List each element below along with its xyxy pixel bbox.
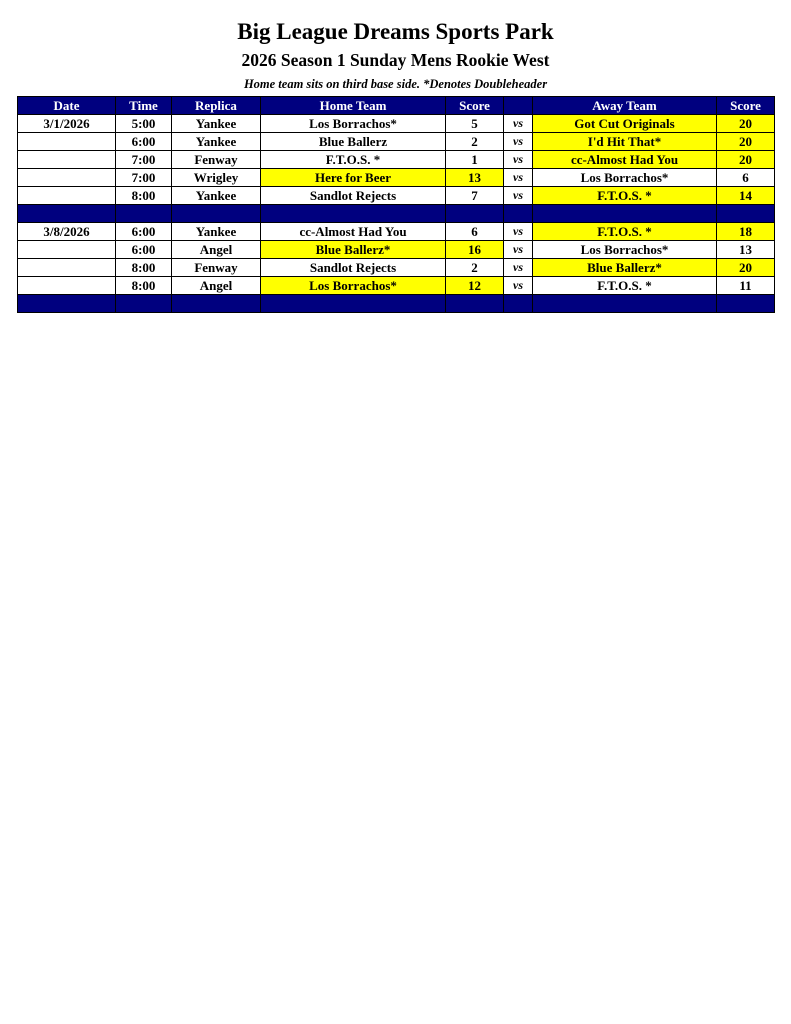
game-date (18, 259, 116, 277)
home-score: 2 (446, 259, 504, 277)
game-date (18, 169, 116, 187)
week-separator (18, 295, 775, 313)
away-team: Blue Ballerz* (533, 259, 717, 277)
away-score: 6 (717, 169, 775, 187)
header-row (18, 97, 775, 115)
game-time: 8:00 (116, 259, 172, 277)
home-score: 7 (446, 187, 504, 205)
home-team: Here for Beer (261, 169, 446, 187)
col-vs-header (504, 97, 533, 115)
col-home-team-header: Home Team (261, 97, 446, 115)
away-team: F.T.O.S. * (533, 187, 717, 205)
away-score: 14 (717, 187, 775, 205)
col-away-team-header: Away Team (533, 97, 717, 115)
game-field: Fenway (172, 151, 261, 169)
game-date (18, 133, 116, 151)
week-1-games (18, 115, 775, 205)
table-row (18, 187, 775, 205)
col-away-score-header: Score (717, 97, 775, 115)
away-score: 18 (717, 223, 775, 241)
game-time: 6:00 (116, 223, 172, 241)
game-time: 7:00 (116, 151, 172, 169)
game-time: 6:00 (116, 133, 172, 151)
away-team: Got Cut Originals (533, 115, 717, 133)
table-row (18, 223, 775, 241)
vs-label: vs (504, 133, 533, 151)
home-score: 12 (446, 277, 504, 295)
vs-label: vs (504, 223, 533, 241)
week-separator (18, 205, 775, 223)
home-team: Sandlot Rejects (261, 187, 446, 205)
game-date (18, 241, 116, 259)
game-field: Angel (172, 241, 261, 259)
game-time: 8:00 (116, 187, 172, 205)
away-score: 11 (717, 277, 775, 295)
away-team: F.T.O.S. * (533, 223, 717, 241)
home-score: 1 (446, 151, 504, 169)
col-replica-header: Replica (172, 97, 261, 115)
game-field: Yankee (172, 133, 261, 151)
vs-label: vs (504, 151, 533, 169)
col-date-header: Date (18, 97, 116, 115)
separator-row (18, 295, 775, 313)
home-score: 13 (446, 169, 504, 187)
col-home-score-header: Score (446, 97, 504, 115)
table-row (18, 241, 775, 259)
home-score: 2 (446, 133, 504, 151)
away-score: 20 (717, 133, 775, 151)
game-time: 5:00 (116, 115, 172, 133)
away-team: I'd Hit That* (533, 133, 717, 151)
page-subtitle: 2026 Season 1 Sunday Mens Rookie West (241, 50, 550, 70)
home-team: cc-Almost Had You (261, 223, 446, 241)
vs-label: vs (504, 241, 533, 259)
home-team: Los Borrachos* (261, 115, 446, 133)
vs-label: vs (504, 187, 533, 205)
separator-row (18, 205, 775, 223)
game-field: Yankee (172, 223, 261, 241)
game-date (18, 151, 116, 169)
home-team: Los Borrachos* (261, 277, 446, 295)
away-score: 20 (717, 259, 775, 277)
vs-label: vs (504, 277, 533, 295)
page-title: Big League Dreams Sports Park (237, 19, 554, 44)
game-date: 3/8/2026 (18, 223, 116, 241)
home-team: F.T.O.S. * (261, 151, 446, 169)
away-team: Los Borrachos* (533, 169, 717, 187)
away-score: 13 (717, 241, 775, 259)
table-row (18, 151, 775, 169)
home-score: 5 (446, 115, 504, 133)
col-time-header: Time (116, 97, 172, 115)
away-score: 20 (717, 151, 775, 169)
game-time: 8:00 (116, 277, 172, 295)
vs-label: vs (504, 259, 533, 277)
away-score: 20 (717, 115, 775, 133)
away-team: cc-Almost Had You (533, 151, 717, 169)
game-time: 7:00 (116, 169, 172, 187)
schedule-note: Home team sits on third base side. *Denotes Doubleheader (243, 77, 548, 91)
home-score: 16 (446, 241, 504, 259)
table-row (18, 133, 775, 151)
away-team: F.T.O.S. * (533, 277, 717, 295)
away-team: Los Borrachos* (533, 241, 717, 259)
game-field: Yankee (172, 115, 261, 133)
vs-label: vs (504, 115, 533, 133)
home-team: Blue Ballerz (261, 133, 446, 151)
home-team: Sandlot Rejects (261, 259, 446, 277)
week-2-games (18, 223, 775, 295)
home-score: 6 (446, 223, 504, 241)
table-row (18, 115, 775, 133)
game-field: Fenway (172, 259, 261, 277)
game-field: Yankee (172, 187, 261, 205)
game-field: Wrigley (172, 169, 261, 187)
schedule-table (17, 96, 775, 313)
vs-label: vs (504, 169, 533, 187)
game-date (18, 277, 116, 295)
game-field: Angel (172, 277, 261, 295)
table-row (18, 277, 775, 295)
table-row (18, 169, 775, 187)
table-row (18, 259, 775, 277)
game-date (18, 187, 116, 205)
game-time: 6:00 (116, 241, 172, 259)
home-team: Blue Ballerz* (261, 241, 446, 259)
game-date: 3/1/2026 (18, 115, 116, 133)
